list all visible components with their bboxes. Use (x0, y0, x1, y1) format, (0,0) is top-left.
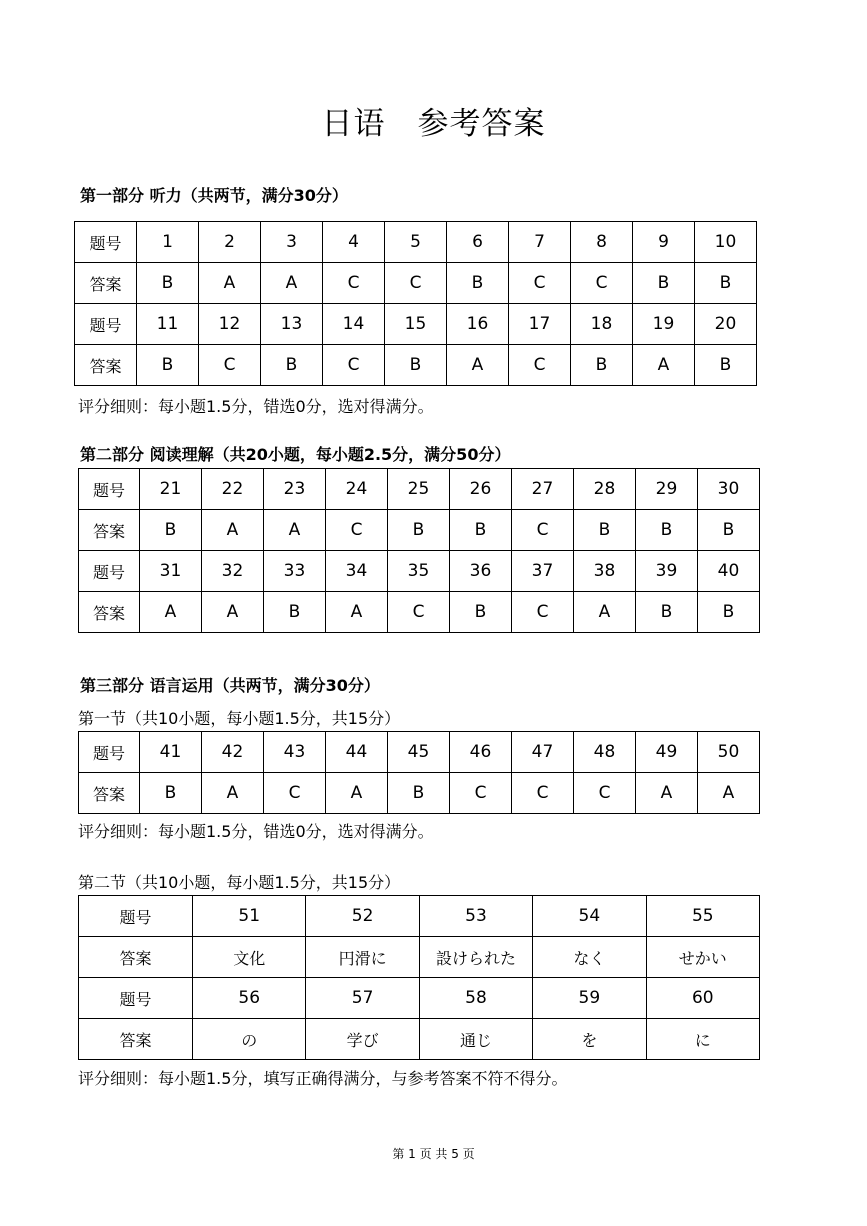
question-number-cell: 18 (571, 304, 633, 345)
answer-cell: C (388, 592, 450, 633)
question-number-cell: 35 (388, 551, 450, 592)
question-number-cell: 27 (512, 469, 574, 510)
answer-cell: B (636, 510, 698, 551)
answer-row (79, 592, 760, 633)
answer-cell: A (447, 345, 509, 386)
answer-cell: B (633, 263, 695, 304)
question-number-cell: 42 (202, 732, 264, 773)
answer-cell: 設けられた (419, 937, 532, 978)
question-number-cell: 38 (574, 551, 636, 592)
answer-label: 答案 (79, 1019, 193, 1060)
question-number-cell: 7 (509, 222, 571, 263)
question-number-label: 题号 (79, 469, 140, 510)
answer-cell: B (695, 345, 757, 386)
answer-cell: A (199, 263, 261, 304)
question-number-row (79, 732, 760, 773)
part2-answer-table (78, 468, 760, 633)
answer-cell: A (202, 510, 264, 551)
question-number-cell: 43 (264, 732, 326, 773)
answer-cell: A (698, 773, 760, 814)
answer-cell: 通じ (419, 1019, 532, 1060)
answer-cell: C (574, 773, 636, 814)
answer-label: 答案 (79, 510, 140, 551)
question-number-cell: 9 (633, 222, 695, 263)
answer-cell: A (636, 773, 698, 814)
question-number-cell: 39 (636, 551, 698, 592)
answer-cell: の (193, 1019, 306, 1060)
question-number-cell: 24 (326, 469, 388, 510)
question-number-row (79, 469, 760, 510)
question-number-cell: 3 (261, 222, 323, 263)
answer-row (79, 773, 760, 814)
answer-cell: 学び (306, 1019, 419, 1060)
answer-label: 答案 (75, 263, 137, 304)
question-number-cell: 31 (140, 551, 202, 592)
question-number-cell: 41 (140, 732, 202, 773)
answer-cell: B (385, 345, 447, 386)
answer-cell: B (574, 510, 636, 551)
answer-label: 答案 (79, 937, 193, 978)
question-number-cell: 36 (450, 551, 512, 592)
answer-cell: B (140, 510, 202, 551)
question-number-cell: 29 (636, 469, 698, 510)
part1-scoring-note: 评分细则：每小题1.5分，错选0分，选对得满分。 (78, 397, 434, 416)
part3-section1-title: 第一节（共10小题，每小题1.5分，共15分） (78, 709, 401, 728)
question-number-label: 题号 (75, 304, 137, 345)
question-number-cell: 8 (571, 222, 633, 263)
question-number-row (79, 551, 760, 592)
question-number-label: 题号 (79, 732, 140, 773)
question-number-cell: 17 (509, 304, 571, 345)
answer-cell: C (450, 773, 512, 814)
answer-cell: B (447, 263, 509, 304)
part1-answer-table (74, 221, 757, 386)
question-number-cell: 53 (419, 896, 532, 937)
part1-heading: 第一部分 听力（共两节，满分30分） (80, 186, 348, 205)
answer-cell: A (326, 592, 388, 633)
answer-row (79, 1019, 760, 1060)
answer-cell: B (137, 263, 199, 304)
question-number-cell: 54 (533, 896, 646, 937)
question-number-row (79, 896, 760, 937)
answer-cell: A (574, 592, 636, 633)
answer-row (79, 510, 760, 551)
question-number-cell: 23 (264, 469, 326, 510)
part3-heading: 第三部分 语言运用（共两节，满分30分） (80, 676, 380, 695)
answer-cell: A (633, 345, 695, 386)
question-number-label: 题号 (75, 222, 137, 263)
answer-cell: C (264, 773, 326, 814)
answer-cell: C (326, 510, 388, 551)
answer-cell: B (636, 592, 698, 633)
question-number-cell: 56 (193, 978, 306, 1019)
answer-row (79, 937, 760, 978)
answer-cell: C (385, 263, 447, 304)
question-number-cell: 11 (137, 304, 199, 345)
question-number-cell: 60 (646, 978, 759, 1019)
answer-cell: B (450, 510, 512, 551)
part3-section2-title: 第二节（共10小题，每小题1.5分，共15分） (78, 873, 401, 892)
question-number-cell: 44 (326, 732, 388, 773)
answer-cell: B (261, 345, 323, 386)
part3-section2-answer-table (78, 895, 760, 1060)
question-number-cell: 30 (698, 469, 760, 510)
question-number-cell: 48 (574, 732, 636, 773)
answer-label: 答案 (75, 345, 137, 386)
question-number-cell: 33 (264, 551, 326, 592)
question-number-cell: 2 (199, 222, 261, 263)
question-number-cell: 19 (633, 304, 695, 345)
answer-cell: A (326, 773, 388, 814)
question-number-cell: 32 (202, 551, 264, 592)
question-number-row (75, 304, 757, 345)
part3-section2-scoring-note: 评分细则：每小题1.5分，填写正确得满分，与参考答案不符不得分。 (78, 1069, 568, 1088)
answer-row (75, 263, 757, 304)
question-number-cell: 58 (419, 978, 532, 1019)
question-number-cell: 20 (695, 304, 757, 345)
question-number-cell: 34 (326, 551, 388, 592)
question-number-label: 题号 (79, 978, 193, 1019)
answer-cell: A (261, 263, 323, 304)
question-number-cell: 55 (646, 896, 759, 937)
question-number-cell: 52 (306, 896, 419, 937)
part3-section1-scoring-note: 评分细则：每小题1.5分，错选0分，选对得满分。 (78, 822, 434, 841)
answer-cell: A (140, 592, 202, 633)
question-number-cell: 25 (388, 469, 450, 510)
answer-label: 答案 (79, 592, 140, 633)
answer-cell: を (533, 1019, 646, 1060)
question-number-row (79, 978, 760, 1019)
answer-cell: なく (533, 937, 646, 978)
answer-cell: A (202, 592, 264, 633)
question-number-cell: 15 (385, 304, 447, 345)
question-number-label: 题号 (79, 896, 193, 937)
question-number-cell: 51 (193, 896, 306, 937)
question-number-cell: 13 (261, 304, 323, 345)
answer-cell: B (137, 345, 199, 386)
answer-cell: B (571, 345, 633, 386)
question-number-cell: 22 (202, 469, 264, 510)
answer-cell: C (323, 263, 385, 304)
page-title: 日语 参考答案 (321, 106, 546, 142)
answer-cell: A (264, 510, 326, 551)
answer-label: 答案 (79, 773, 140, 814)
page-footer: 第 1 页 共 5 页 (392, 1147, 475, 1161)
question-number-cell: 14 (323, 304, 385, 345)
answer-cell: C (509, 345, 571, 386)
question-number-cell: 59 (533, 978, 646, 1019)
answer-cell: C (512, 592, 574, 633)
answer-cell: C (199, 345, 261, 386)
question-number-cell: 40 (698, 551, 760, 592)
question-number-cell: 4 (323, 222, 385, 263)
question-number-cell: 37 (512, 551, 574, 592)
answer-cell: B (695, 263, 757, 304)
question-number-cell: 10 (695, 222, 757, 263)
part2-heading: 第二部分 阅读理解（共20小题，每小题2.5分，满分50分） (80, 445, 511, 464)
answer-cell: B (140, 773, 202, 814)
question-number-cell: 12 (199, 304, 261, 345)
answer-cell: B (698, 592, 760, 633)
answer-cell: A (202, 773, 264, 814)
question-number-cell: 50 (698, 732, 760, 773)
answer-cell: C (512, 510, 574, 551)
answer-cell: B (450, 592, 512, 633)
question-number-cell: 6 (447, 222, 509, 263)
question-number-cell: 1 (137, 222, 199, 263)
answer-cell: B (698, 510, 760, 551)
question-number-cell: 45 (388, 732, 450, 773)
question-number-cell: 26 (450, 469, 512, 510)
answer-cell: 文化 (193, 937, 306, 978)
answer-cell: B (388, 510, 450, 551)
answer-cell: B (388, 773, 450, 814)
answer-cell: 円滑に (306, 937, 419, 978)
question-number-cell: 28 (574, 469, 636, 510)
answer-cell: C (323, 345, 385, 386)
answer-cell: せかい (646, 937, 759, 978)
answer-cell: B (264, 592, 326, 633)
part3-section1-answer-table (78, 731, 760, 814)
question-number-cell: 5 (385, 222, 447, 263)
answer-cell: に (646, 1019, 759, 1060)
question-number-row (75, 222, 757, 263)
question-number-cell: 57 (306, 978, 419, 1019)
answer-cell: C (512, 773, 574, 814)
question-number-label: 题号 (79, 551, 140, 592)
answer-cell: C (509, 263, 571, 304)
question-number-cell: 47 (512, 732, 574, 773)
question-number-cell: 16 (447, 304, 509, 345)
answer-row (75, 345, 757, 386)
answer-cell: C (571, 263, 633, 304)
question-number-cell: 21 (140, 469, 202, 510)
question-number-cell: 49 (636, 732, 698, 773)
question-number-cell: 46 (450, 732, 512, 773)
